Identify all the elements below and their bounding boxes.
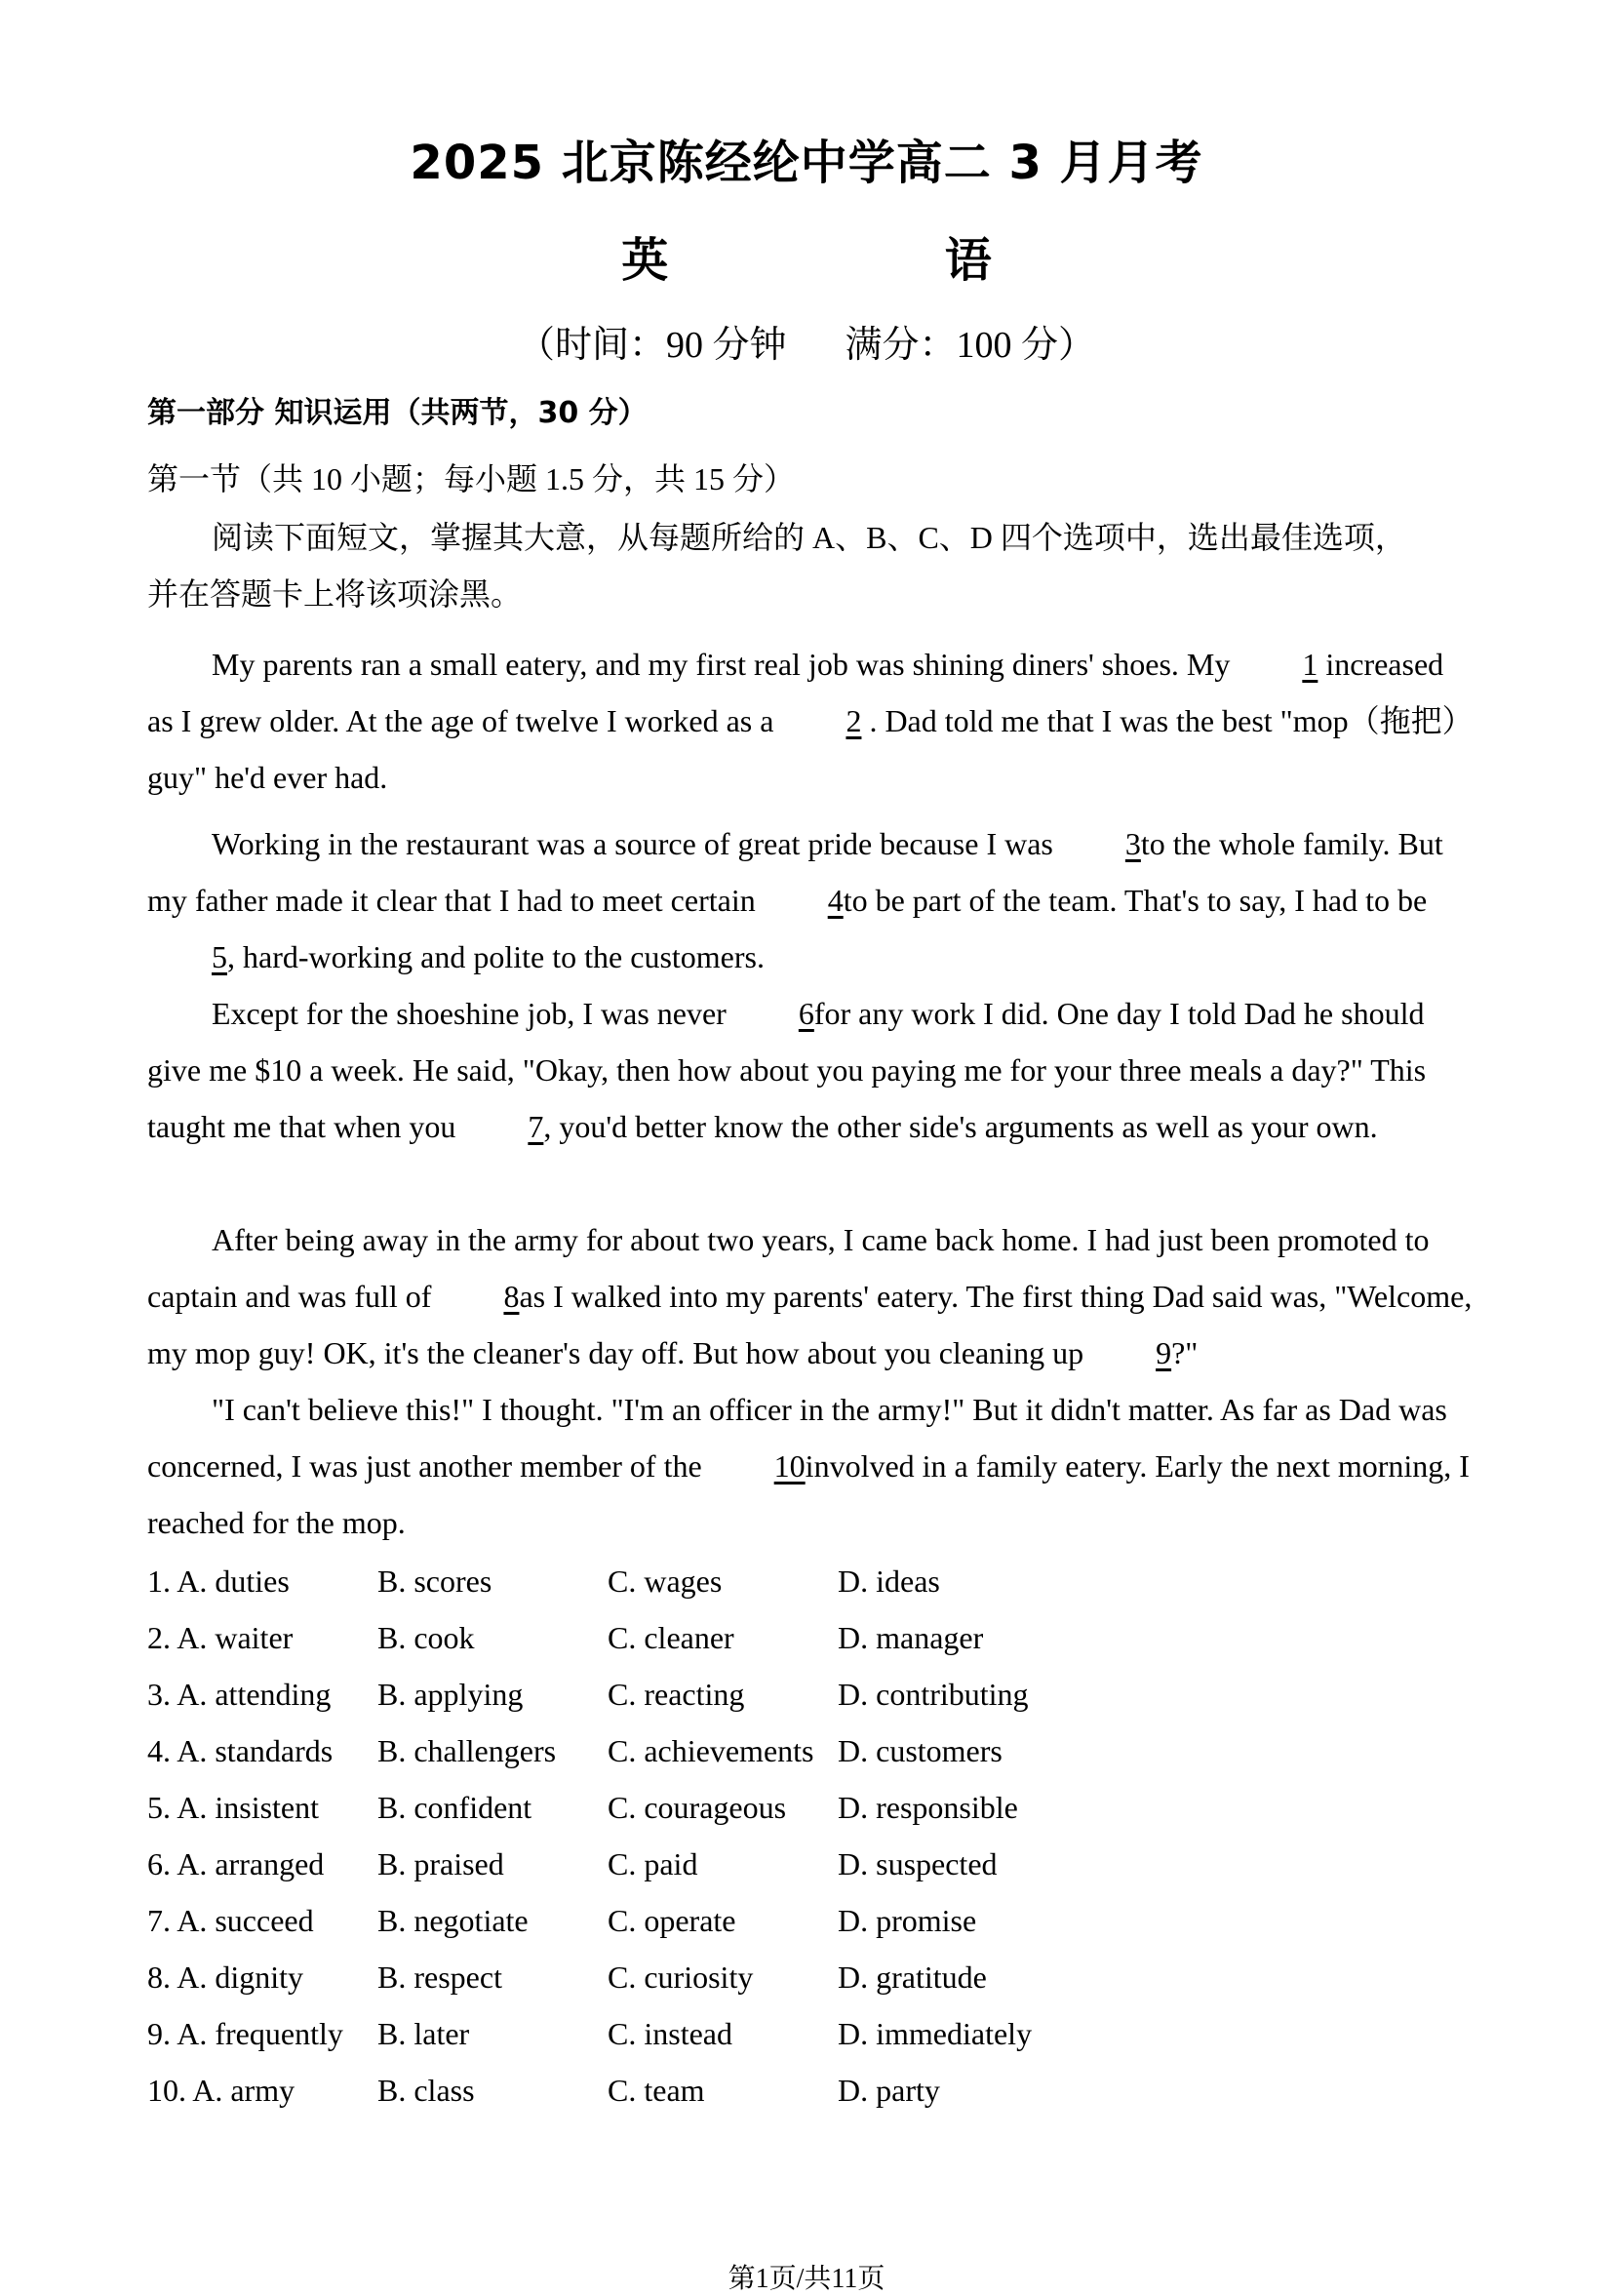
blank-8: 8: [503, 1279, 520, 1314]
option-a: 3. A. attending: [147, 1677, 332, 1712]
blank-3: 3: [1124, 826, 1141, 861]
instructions: [147, 509, 1474, 622]
passage-text: to the whole family. But my father made it clear that I had to meet certain: [147, 826, 1443, 918]
passage-text: , hard-working and polite to the customers.: [227, 939, 765, 974]
option-a: 6. A. arranged: [147, 1846, 325, 1881]
option-row-8: [147, 1949, 1068, 2005]
passage-text: After being away in the army for about two years, I came back home. I had just been promoted to captain and was full of: [147, 1222, 1430, 1314]
option-b: B. scores: [377, 1564, 492, 1599]
option-a: 7. A. succeed: [147, 1903, 314, 1938]
blank-5: 5: [212, 939, 227, 974]
option-row-3: [147, 1666, 1068, 1722]
option-c: C. operate: [608, 1903, 736, 1938]
option-b: B. challengers: [377, 1733, 557, 1768]
option-c: C. cleaner: [608, 1620, 734, 1655]
instructions-line-2: 并在答题卡上将该项涂黑。: [147, 576, 523, 612]
passage-text: as I walked into my parents' eatery. The first thing Dad said was, "Welcome, my mop guy! OK, it's the cleaner's day off. But how about you cleaning up: [147, 1279, 1473, 1370]
passage-text: Working in the restaurant was a source of great pride because I was: [212, 826, 1061, 861]
score-label: 满分：100 分）: [845, 325, 1096, 366]
option-c: C. instead: [608, 2016, 732, 2051]
option-d: D. gratitude: [838, 1960, 987, 1995]
option-c: C. courageous: [608, 1790, 787, 1825]
option-c: C. paid: [608, 1846, 698, 1881]
page-number: 第1页/共11页: [728, 2264, 885, 2294]
passage-paragraph-1: [147, 636, 1474, 806]
option-b: B. negotiate: [377, 1903, 529, 1938]
option-row-5: [147, 1779, 1068, 1836]
blank-9: 9: [1156, 1335, 1172, 1370]
option-d: D. promise: [838, 1903, 977, 1938]
option-b: B. later: [377, 2016, 470, 2051]
subject-char-2: 语: [944, 233, 992, 288]
option-b: B. confident: [377, 1790, 532, 1825]
option-d: D. responsible: [838, 1790, 1018, 1825]
blank-4: 4: [827, 883, 844, 918]
option-a: 1. A. duties: [147, 1564, 290, 1599]
option-a: 10. A. army: [147, 2073, 295, 2108]
passage-paragraph-5: [147, 1381, 1474, 1551]
option-row-9: [147, 2005, 1068, 2062]
option-c: C. wages: [608, 1564, 723, 1599]
option-d: D. contributing: [838, 1677, 1029, 1712]
option-d: D. immediately: [838, 2016, 1033, 2051]
blank-7: 7: [528, 1109, 544, 1144]
option-d: D. party: [838, 2073, 940, 2108]
passage-text: involved in a family eatery. Early the next morning, I reached for the mop.: [147, 1448, 1470, 1540]
option-row-2: [147, 1609, 1068, 1666]
option-a: 2. A. waiter: [147, 1620, 294, 1655]
passage-text: Except for the shoeshine job, I was never: [212, 996, 734, 1031]
passage-text: ?": [1171, 1335, 1199, 1370]
passage-text: . Dad told me that I was the best "mop（拖把） guy" he'd ever had.: [147, 703, 1474, 795]
option-d: D. suspected: [838, 1846, 998, 1881]
option-a: 9. A. frequently: [147, 2016, 343, 2051]
section1-heading: 第一节（共 10 小题；每小题 1.5 分，共 15 分）: [147, 461, 796, 496]
option-b: B. praised: [377, 1846, 504, 1881]
option-a: 5. A. insistent: [147, 1790, 320, 1825]
option-c: C. curiosity: [608, 1960, 754, 1995]
part1-heading: 第一部分 知识运用（共两节，30 分）: [147, 396, 648, 430]
passage-text: increased as I grew older. At the age of twelve I worked as a: [147, 647, 1444, 738]
passage-paragraph-4: [147, 1211, 1474, 1381]
passage-paragraph-2: [147, 815, 1474, 985]
blank-10: 10: [773, 1448, 806, 1484]
passage-text: , you'd better know the other side's arguments as well as your own.: [543, 1109, 1378, 1144]
blank-6: 6: [798, 996, 814, 1031]
blank-1: 1: [1302, 647, 1318, 682]
passage-text: "I can't believe this!" I thought. "I'm an officer in the army!" But it didn't matter. As far as Dad was concerned, I was just another member of the: [147, 1392, 1447, 1484]
option-d: D. manager: [838, 1620, 984, 1655]
option-row-1: [147, 1553, 1068, 1609]
option-b: B. respect: [377, 1960, 502, 1995]
option-c: C. team: [608, 2073, 705, 2108]
option-b: B. class: [377, 2073, 475, 2108]
subject-char-1: 英: [621, 233, 669, 288]
option-b: B. cook: [377, 1620, 475, 1655]
option-a: 8. A. dignity: [147, 1960, 304, 1995]
option-row-7: [147, 1892, 1068, 1949]
passage-text: for any work I did. One day I told Dad he should give me $10 a week. He said, "Okay, then how about you paying me for your three meals a day?" This taught me that when you: [147, 996, 1427, 1144]
time-label: （时间：90 分钟: [517, 325, 787, 366]
option-row-10: [147, 2062, 1068, 2118]
options-list: [147, 1553, 1068, 2118]
option-row-6: [147, 1836, 1068, 1892]
option-d: D. ideas: [838, 1564, 940, 1599]
option-c: C. achievements: [608, 1733, 814, 1768]
option-b: B. applying: [377, 1677, 524, 1712]
exam-title: 2025 北京陈经纶中学高二 3 月月考: [410, 136, 1203, 190]
option-a: 4. A. standards: [147, 1733, 334, 1768]
option-d: D. customers: [838, 1733, 1003, 1768]
instructions-line-1: 阅读下面短文，掌握其大意，从每题所给的 A、B、C、D 四个选项中，选出最佳选项，: [212, 520, 1406, 555]
subject-title: [0, 222, 1613, 290]
blank-2: 2: [846, 703, 862, 738]
option-row-4: [147, 1722, 1068, 1779]
passage-text: to be part of the team. That's to say, I had to be: [843, 883, 1428, 918]
exam-time-score: [0, 314, 1613, 368]
passage-text: My parents ran a small eatery, and my first real job was shining diners' shoes. My: [212, 647, 1239, 682]
option-c: C. reacting: [608, 1677, 745, 1712]
passage-paragraph-3: [147, 985, 1474, 1155]
